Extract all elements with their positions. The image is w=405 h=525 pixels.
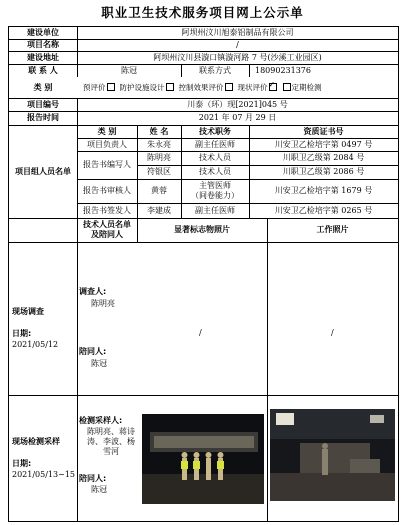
work-photo: [270, 409, 395, 501]
checkbox-design[interactable]: [166, 83, 174, 91]
contact-label: 联 系 人: [28, 65, 58, 75]
survey-escort-name: 陈冠: [91, 359, 107, 368]
team-header-cert: 资质证书号: [303, 126, 344, 136]
contact-name: 陈冠: [121, 65, 137, 75]
team-header-category: 类 别: [97, 126, 117, 136]
investigator-name: 陈明亮: [91, 299, 115, 308]
team-row-category: 报告书编写人: [83, 160, 131, 169]
sampling-date-label: 日期:: [12, 459, 32, 468]
checkbox-status[interactable]: [269, 83, 277, 91]
landmark-photo-header: 显著标志物照片: [174, 225, 230, 234]
phone-label: 联系方式: [199, 65, 231, 75]
work-photo-header: 工作照片: [316, 225, 349, 234]
category-option-periodic: 定期检测: [291, 82, 322, 92]
category-options: [77, 77, 398, 98]
team-label: 项目组人员名单: [15, 167, 71, 176]
project-name-value: /: [236, 40, 239, 49]
address-value: 阿坝州汶川县漩口镇漩河路 7 号(沙溪工业园区): [153, 52, 322, 62]
survey-landmark-photo: /: [199, 328, 202, 337]
personnel-header: 技术人员名单及陪同人: [83, 220, 131, 239]
team-row-title: 技术人员: [199, 167, 231, 176]
survey-escort-label: 陪同人:: [79, 347, 107, 356]
unit-label: 建设单位: [27, 28, 59, 37]
survey-date-label: 日期:: [12, 329, 32, 338]
team-row-name: 李建成: [147, 205, 171, 215]
sampling-date: 2021/05/13~15: [12, 470, 75, 479]
team-header-title: 技术职务: [199, 126, 231, 136]
team-row-category: 项目负责人: [87, 139, 127, 149]
team-row-title: 副主任医师: [195, 139, 235, 149]
disclosure-table: [8, 26, 399, 522]
checkbox-periodic[interactable]: [283, 83, 291, 91]
sampler-label: 检测采样人:: [79, 416, 123, 425]
team-row-cert: 川安卫乙检培字第 1679 号: [274, 186, 373, 195]
team-row-category: 报告书审核人: [83, 186, 131, 195]
team-row-title: 技术人员: [199, 153, 231, 162]
team-row-name: 符银区: [147, 167, 171, 176]
team-row-title: 副主任医师: [195, 205, 235, 215]
investigator-label: 调查人:: [79, 287, 107, 296]
team-row-cert: 川职卫乙级第 2084 号: [282, 153, 365, 162]
team-row-cert: 川职卫乙级第 2086 号: [282, 167, 365, 176]
sampling-escort-name: 陈冠: [91, 485, 107, 494]
sampling-label: 现场检测采样: [12, 437, 60, 446]
landmark-photo-scene: [142, 414, 264, 504]
survey-label: 现场调查: [12, 307, 44, 316]
category-option-control: 控制效果评价: [178, 82, 224, 92]
team-row-name: 陈明亮: [147, 153, 171, 162]
survey-date: 2021/05/12: [12, 340, 59, 349]
survey-work-photo: /: [331, 328, 334, 337]
unit-value: 阿坝州汶川旭泰铝制品有限公司: [181, 28, 294, 37]
team-row-cert: 川安卫乙检培字第 0497 号: [274, 139, 373, 149]
team-row-name: 黄蓉: [151, 186, 167, 195]
project-no-value: 川泰（环）现[2021]045 号: [187, 99, 288, 109]
team-header-name: 姓 名: [149, 126, 169, 136]
work-photo-scene: [270, 409, 395, 501]
team-row-title: 主管医师 （间卷能力）: [191, 181, 239, 200]
sampling-escort-label: 陪同人:: [79, 474, 107, 483]
report-date-value: 2021 年 07 月 29 日: [198, 113, 277, 122]
project-name-label: 项目名称: [27, 40, 59, 49]
report-date-label: 报告时间: [27, 113, 59, 122]
category-option-status: 现状评价: [237, 82, 268, 92]
checkbox-control[interactable]: [225, 83, 233, 91]
landmark-photo: [142, 414, 264, 504]
team-row-name: 朱永亮: [147, 139, 171, 149]
phone-value: 18090231376: [255, 65, 311, 75]
team-row-cert: 川安卫乙检培字第 0265 号: [274, 205, 373, 215]
address-label: 建设地址: [27, 52, 59, 62]
checkbox-pre-eval[interactable]: [107, 83, 115, 91]
project-no-label: 项目编号: [27, 99, 59, 109]
category-label: 类 别: [9, 77, 77, 98]
category-option-pre-eval: 预评价: [83, 82, 106, 92]
team-row-category: 报告书签发人: [83, 205, 131, 215]
category-option-design: 防护设施设计: [119, 82, 165, 92]
sampler-names: 陈明亮、蒋诗涛、李波、杨雪河: [87, 427, 135, 456]
page-title: 职业卫生技术服务项目网上公示单: [101, 5, 304, 20]
